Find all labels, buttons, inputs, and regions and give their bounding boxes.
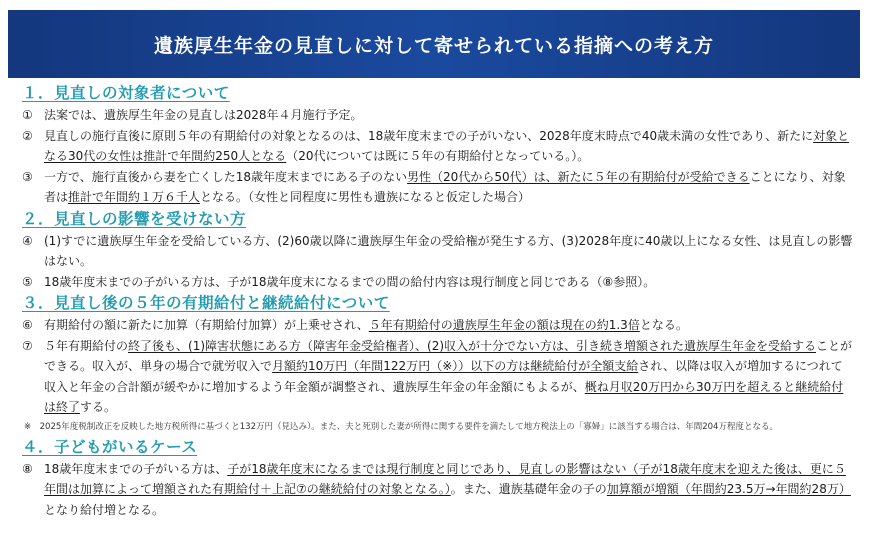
list-item (22, 336, 854, 418)
text-segment: 見直しの施行直後に原則５年の有期給付の対象となるのは、18歳年度末までの子がいない、2028年度末時点で40歳未満の女性であり、新たに (44, 128, 814, 143)
underlined-text: ５年有期給付の遺族厚生年金の額は現在の約1.3倍 (368, 318, 640, 332)
item-number: ⑤ (22, 274, 33, 289)
item-number: ③ (22, 169, 33, 184)
item-text (44, 105, 854, 126)
item-text (44, 315, 854, 336)
section-heading: ３．見直し後の５年の有期給付と継続給付について (22, 294, 390, 312)
list-item (22, 315, 854, 336)
underlined-text: 対象となる30代の女性は推計で年間約250人となる (44, 128, 850, 163)
text-segment: 18歳年度末までの子がいる方は、 (44, 461, 228, 476)
item-text (44, 272, 854, 293)
text-segment: となり給付増となる。 (44, 502, 165, 517)
list-item (22, 167, 854, 208)
section-heading: １．見直しの対象者について (22, 84, 230, 102)
text-segment: (1)すでに遺族厚生年金を受給している方、(2)60歳以降に遺族厚生年金の受給権が発生する方、(3)2028年度に40歳以上になる女性、は見直しの影響はない。 (44, 233, 853, 268)
underlined-text: 子が18歳年度末になるまでは現行制度と同じであり、見直しの影響はない（子が18歳年度末を迎えた後は、更に５年間は加算によって増額された有期給付＋上記⑦の継続給付の対象となる。） (44, 461, 846, 496)
item-text (44, 336, 854, 418)
text-segment: ことができる。収入が、単身の場合で就労収入で (44, 338, 853, 373)
text-segment: 。また、遺族基礎年金の子の (450, 482, 607, 496)
underlined-text: 加算額が増額（年間約23.5万→年間約28万） (606, 482, 851, 496)
text-segment: 18歳年度末までの子がいる方は、子が18歳年度末になるまでの間の給付内容は現行制度と同じである（⑧参照）。 (44, 274, 656, 289)
section-heading: ４．子どもがいるケース (22, 437, 198, 456)
page-title: 遺族厚生年金の見直しに対して寄せられている指摘への考え方 (153, 34, 714, 57)
item-number: ① (22, 108, 33, 122)
text-segment: され、以降は収入が増加するにつれて収入と年金の合計額が緩やかに増加するよう年金額が調整され、遺族厚生年金の年金額にもよるが、 (44, 359, 843, 394)
item-text (44, 126, 854, 167)
document-body (22, 82, 854, 520)
item-number: ④ (22, 233, 33, 248)
underlined-text: 終了後も、(1)障害状態にある方（障害年金受給権者）、(2)収入が十分でない方は、引き続き増額された遺族厚生年金を受給する (128, 338, 817, 353)
underlined-text: 月額約10万円（年間122万円（※））以下の方は継続給付が全額支給 (272, 359, 639, 373)
item-text (44, 459, 854, 521)
text-segment: ５年有期給付の (44, 338, 129, 353)
list-item (22, 126, 854, 167)
section-heading: ２．見直しの影響を受けない方 (22, 209, 247, 228)
list-item (22, 105, 854, 126)
text-segment: 一方で、施行直後から妻を亡くした18歳年度末までにある子のない (44, 169, 408, 184)
item-number: ② (22, 128, 33, 143)
item-number: ⑥ (22, 318, 33, 332)
text-segment: （20代については既に５年の有期給付となっている。）。 (286, 149, 590, 163)
title-banner (8, 10, 860, 78)
underlined-text: 推計で年間約１万６千人 (68, 190, 201, 204)
text-segment: となる。（女性と同程度に男性も遺族になると仮定した場合） (200, 190, 531, 204)
list-item (22, 231, 854, 272)
underlined-text: 概ね月収20万円から30万円を超えると継続給付は終了 (44, 379, 844, 414)
text-segment: 有期給付の額に新たに加算（有期給付加算）が上乗せされ、 (44, 318, 369, 332)
text-segment: 法案では、遺族厚生年金の見直しは2028年４月施行予定。 (44, 108, 363, 122)
item-text (44, 231, 854, 272)
item-number: ⑧ (22, 461, 33, 476)
list-item (22, 272, 854, 293)
item-number: ⑦ (22, 338, 33, 353)
text-segment: する。 (80, 400, 117, 414)
footnote: ※ 2025年度税制改正を反映した地方税所得に基づくと132万円（見込み）。また、夫と死別した妻が所得に関する要件を満たして地方税法上の「寡婦」に該当する場合は、年間204万程度となる。 (24, 421, 778, 432)
text-segment: ことになり、対象者は (44, 169, 846, 204)
list-item (22, 459, 854, 521)
underlined-text: 男性（20代から50代）は、新たに５年の有期給付が受給できる (407, 169, 750, 184)
item-text (44, 167, 854, 208)
text-segment: となる。 (639, 318, 688, 332)
